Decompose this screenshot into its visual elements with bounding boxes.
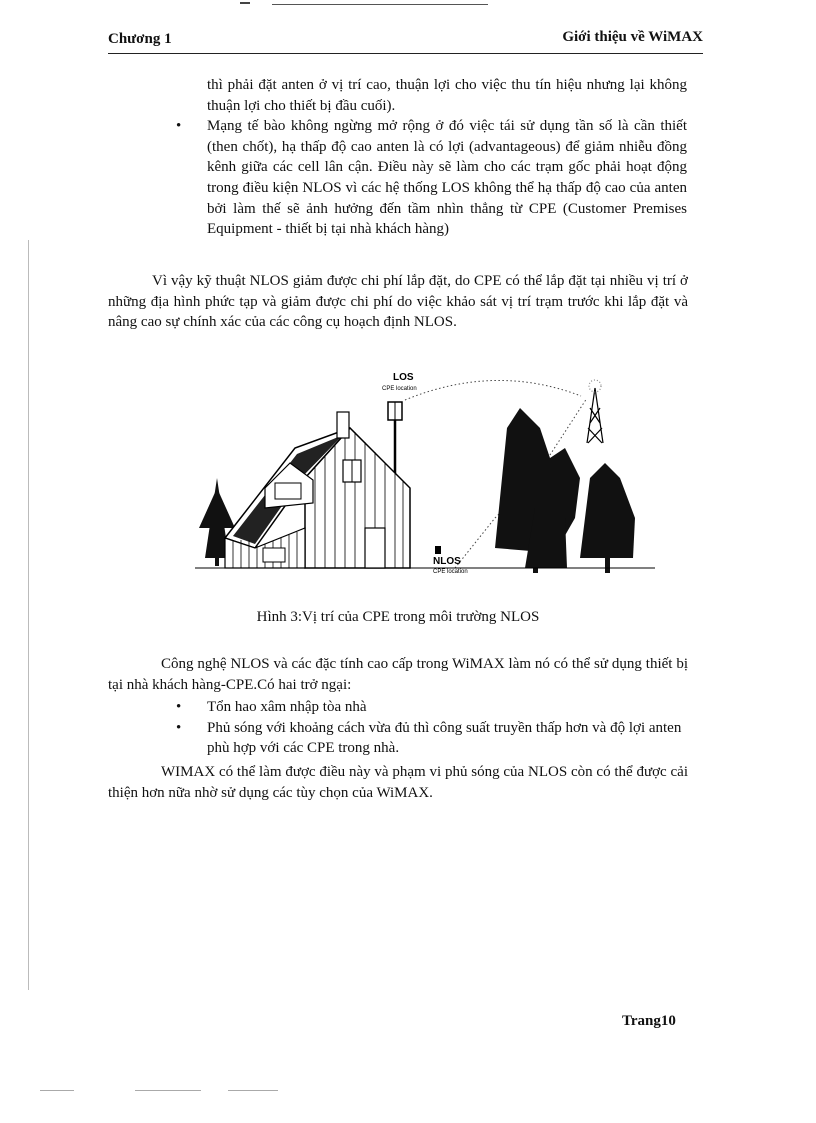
base-station-tower-icon: [587, 380, 603, 443]
list-item: [176, 718, 687, 759]
bullet-icon: •: [176, 118, 182, 135]
list-item: [176, 116, 687, 240]
figure-nlos-illustration: [195, 368, 655, 580]
paragraph: [108, 271, 688, 333]
scan-artifact: [28, 240, 29, 990]
tree-cluster-icon: [495, 408, 635, 573]
los-label: LOS: [393, 372, 414, 383]
nlos-sublabel: CPE location: [433, 569, 468, 575]
intro-block: [176, 75, 687, 240]
paragraph: [108, 654, 688, 695]
list-item-text: Tổn hao xâm nhập tòa nhà: [207, 699, 367, 715]
house-trees-illustration: [195, 368, 655, 580]
list-item-text: Phủ sóng với khoảng cách vừa đủ thì công suất truyền thấp hơn và độ lợi anten phù hợp với các CPE trong nhà.: [207, 719, 682, 757]
bullet-icon: •: [176, 719, 182, 736]
los-antenna-icon: [388, 402, 402, 478]
nlos-cpe-icon: [435, 546, 441, 554]
bullet-list-1: [176, 116, 687, 240]
los-signal-path: [405, 380, 581, 400]
scan-artifact: [240, 2, 250, 4]
scan-artifact: [272, 4, 488, 5]
los-sublabel: CPE location: [382, 386, 417, 392]
list-item: [176, 697, 687, 718]
scan-artifact: [40, 1090, 74, 1091]
page-number: Trang10: [622, 1013, 676, 1029]
scan-artifact: [135, 1090, 201, 1091]
paragraph: [108, 762, 688, 803]
house-icon: [225, 412, 410, 568]
bullet-icon: •: [176, 699, 182, 715]
chapter-label: Chương 1: [108, 31, 172, 47]
page-header: [108, 29, 703, 54]
figure-caption: Hình 3:Vị trí của CPE trong môi trường NLOS: [256, 609, 540, 625]
intro-continuation: thì phải đặt anten ở vị trí cao, thuận lợi cho việc thu tín hiệu nhưng lại không thuận lợi cho thiết bị đầu cuối).: [207, 77, 687, 114]
list-item-text: Mạng tế bào không ngừng mở rộng ở đó việc tái sử dụng tần số là cần thiết (then chốt), hạ thấp độ cao anten là có lợi (advantageous) để giảm nhiễu đồng kênh giữa các cell lân cận. Điều này sẽ làm cho các trạm gốc phải hoạt động trong điều kiện NLOS vì các hệ thống LOS không thể hạ thấp độ cao của anten bởi làm thế sẽ ảnh hưởng đến tầm nhìn thẳng từ CPE (Customer Premises Equipment - thiết bị tại nhà khách hàng): [207, 118, 687, 238]
nlos-label: NLOS: [433, 556, 461, 567]
section-title: Giới thiệu về WiMAX: [562, 29, 703, 45]
paragraph-text: WIMAX có thể làm được điều này và phạm vi phủ sóng của NLOS còn có thể được cải thiện hơn nữa nhờ sử dụng các tùy chọn của WiMAX.: [108, 764, 688, 801]
scan-artifact: [228, 1090, 278, 1091]
paragraph-text: Công nghệ NLOS và các đặc tính cao cấp trong WiMAX làm nó có thể sử dụng thiết bị tại nhà khách hàng-CPE.Có hai trở ngại:: [108, 656, 688, 693]
bullet-list-2: [176, 697, 687, 759]
paragraph-text: Vì vậy kỹ thuật NLOS giảm được chi phí lắp đặt, do CPE có thể lắp đặt tại nhiều vị trí ở những địa hình phức tạp và giảm được chi phí do việc khảo sát vị trí trạm trước khi lắp đặt và nâng cao sự chính xác của các công cụ hoạch định NLOS.: [108, 273, 688, 331]
